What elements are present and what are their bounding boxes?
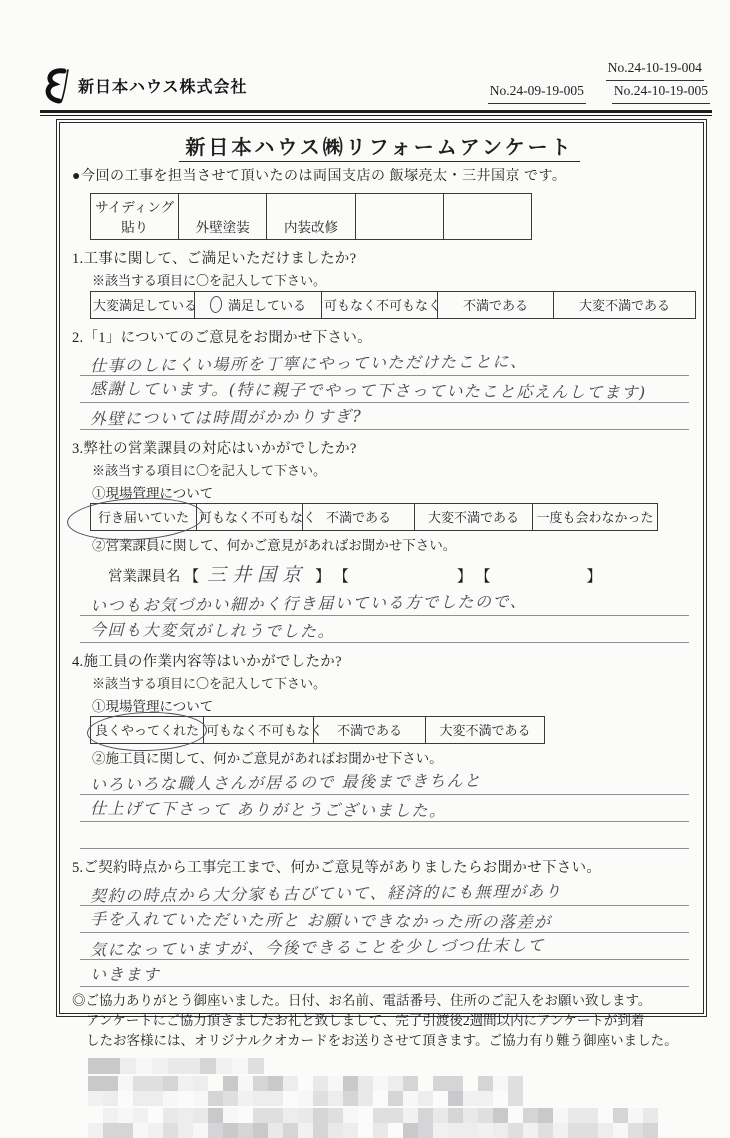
q3-sub-label: ①現場管理について <box>92 485 214 501</box>
bracket-open: 【 <box>184 568 200 585</box>
q3-option-cell: 一度も会わなかった <box>533 503 658 530</box>
handwritten-text: いきます <box>89 964 161 985</box>
handwritten-text: 感謝しています。(特に親子でやって下さっていたこと応えんしてます) <box>89 378 647 402</box>
handwritten-text: 外壁については時間がかかりすぎ? <box>89 406 363 429</box>
q1-option-cell: 大変不満である <box>554 291 696 318</box>
handwritten-staff-name: 三井国京 <box>207 563 308 586</box>
selection-circle-mark <box>209 296 223 314</box>
answer-line <box>80 933 689 960</box>
footer-line: したお客様には、オリジナルクオカードをお送りさせて頂きます。ご協力有り難う御座いました。 <box>86 1033 678 1049</box>
q3-note: ※該当する項目に〇を記入して下さい。 <box>92 462 327 478</box>
handwritten-text: 仕上げて下さって ありがとうございました。 <box>89 798 447 821</box>
q3-option-cell-selected: 行き届いていた <box>91 503 197 530</box>
handwritten-text: 契約の時点から大分家も古びていて、経済的にも無理があり <box>89 881 563 906</box>
table-row <box>91 503 658 530</box>
handwritten-text: 手を入れていただいた所と お願いできなかった所の落差が <box>89 909 552 932</box>
answer-line <box>80 822 689 849</box>
q1-heading: 1.工事に関して、ご満足いただけましたか? <box>72 250 357 267</box>
page-header <box>0 0 730 108</box>
doc-number-left: No.24-09-19-005 <box>488 81 586 104</box>
answer-line <box>80 589 689 616</box>
doc-number-top: No.24-10-19-004 <box>606 58 704 81</box>
q2-heading: 2.「1」についてのご意見をお聞かせ下さい。 <box>72 329 372 346</box>
handwritten-text: 気になっていますが、今後できることを少しづつ仕末して <box>89 935 546 960</box>
work-type-cell: 内装改修 <box>267 193 355 239</box>
q4-options-table <box>90 716 545 744</box>
q1-options-table <box>90 291 696 319</box>
answer-line <box>80 906 689 933</box>
bracket-close: 】 <box>456 568 472 585</box>
footer-line: アンケートにご協力頂きましたお礼と致しまして、完了引渡後2週間以内にアンケートが到着 <box>86 1013 645 1029</box>
q4-option-cell: 不満である <box>314 716 426 743</box>
table-row <box>91 193 532 239</box>
form-title: 新日本ハウス㈱リフォームアンケート <box>70 131 689 160</box>
company-name: 新日本ハウス株式会社 <box>78 79 248 97</box>
company-logo-icon <box>42 68 72 104</box>
answer-line <box>80 376 689 403</box>
q1-option-cell: 大変満足している <box>91 291 195 318</box>
handwritten-text: 今回も大変気がしれうでした。 <box>89 619 336 641</box>
staff-name-label: 営業課員名 <box>108 568 181 585</box>
q3-options-table <box>90 503 658 531</box>
answer-line <box>80 349 689 376</box>
q4-answer-area <box>80 768 689 849</box>
redacted-customer-info-mosaic <box>88 1076 523 1106</box>
work-type-cell <box>355 193 443 239</box>
work-type-table <box>90 193 532 240</box>
form-inner-frame <box>59 122 704 1049</box>
answer-line <box>80 768 689 795</box>
q3-sub2-label: ②営業課員に関して、何かご意見があればお聞かせ下さい。 <box>92 537 457 553</box>
answer-line <box>80 616 689 643</box>
q3-heading: 3.弊社の営業課員の対応はいかがでしたか? <box>72 440 357 457</box>
q5-heading: 5.ご契約時点から工事完工まで、何かご意見等がありましたらお聞かせ下さい。 <box>72 859 602 876</box>
q4-note: ※該当する項目に〇を記入して下さい。 <box>92 675 327 691</box>
sales-staff-name-row <box>108 560 689 587</box>
q4-option-cell: 大変不満である <box>426 716 545 743</box>
q1-option-cell: 可もなく不可もなく <box>322 291 438 318</box>
q3-answer-area <box>80 589 689 643</box>
work-type-cell: 外壁塗装 <box>179 193 267 239</box>
q4-sub2-label: ②施工員に関して、何かご意見があればお聞かせ下さい。 <box>92 750 443 766</box>
q2-answer-area <box>80 349 689 430</box>
bracket-close: 】 <box>586 568 602 585</box>
handwritten-text: いつもお気づかい細かく行き届いている方でしたので、 <box>89 591 528 616</box>
footer-line: ◎ご協力ありがとう御座いました。日付、お名前、電話番号、住所のご記入をお願い致します。 <box>72 992 652 1008</box>
q4-sub-label: ①現場管理について <box>92 698 214 714</box>
answer-line <box>80 795 689 822</box>
bracket-open: 【 <box>333 568 349 585</box>
form-outer-frame <box>56 119 707 1049</box>
q4-option-cell: 可もなく不可もなく <box>204 716 314 743</box>
q3-option-cell: 大変不満である <box>415 503 533 530</box>
bracket-open: 【 <box>475 568 491 585</box>
handwritten-text: いろいろな職人さんが居るので 最後まできちんと <box>89 770 482 794</box>
header-divider <box>40 110 712 116</box>
q3-option-cell: 可もなく不可もなく <box>197 503 303 530</box>
answer-line <box>80 879 689 906</box>
q3-option-cell: 不満である <box>303 503 415 530</box>
document-numbers <box>488 58 710 104</box>
company-brand <box>42 68 248 104</box>
redacted-customer-info-mosaic <box>88 1108 658 1138</box>
work-type-cell: サイディング貼り <box>91 193 179 239</box>
q4-option-cell-selected: 良くやってくれた <box>91 716 204 743</box>
footer-thanks-note <box>72 991 689 1052</box>
table-row <box>91 291 696 318</box>
q1-option-cell: 不満である <box>438 291 554 318</box>
handwritten-text: 仕事のしにくい場所を丁寧にやっていただけたことに、 <box>89 351 528 376</box>
table-row <box>91 716 545 743</box>
intro-line: ●今回の工事を担当させて頂いたのは両国支店の 飯塚亮太・三井国京 です。 <box>72 168 567 184</box>
work-type-cell <box>443 193 531 239</box>
doc-number-right: No.24-10-19-005 <box>612 81 710 104</box>
q1-note: ※該当する項目に〇を記入して下さい。 <box>92 272 327 288</box>
bracket-close: 】 <box>315 568 331 585</box>
q1-option-cell-selected: 満足している <box>195 291 322 318</box>
q5-answer-area <box>80 879 689 987</box>
redacted-customer-info-mosaic <box>88 1058 264 1074</box>
q4-heading: 4.施工員の作業内容等はいかがでしたか? <box>72 653 342 670</box>
